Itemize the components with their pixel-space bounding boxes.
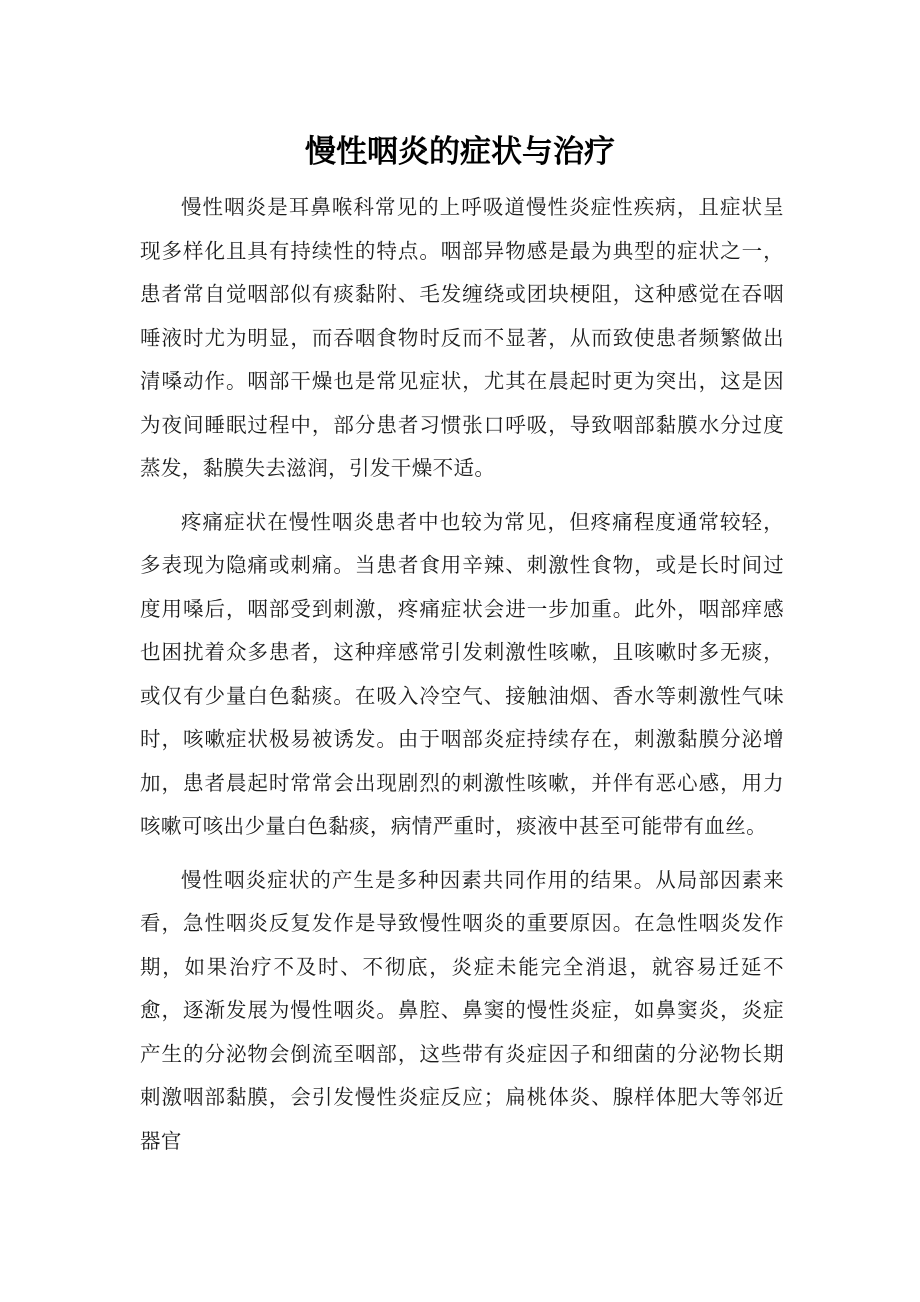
- paragraph-symptoms-pain-itch-cough: 疼痛症状在慢性咽炎患者中也较为常见，但疼痛程度通常较轻，多表现为隐痛或刺痛。当患者食用辛辣、刺激性食物，或是长时间过度用嗓后，咽部受到刺激，疼痛症状会进一步加重。此外，咽部痒感也困扰着众多患者，这种痒感常引发刺激性咳嗽，且咳嗽时多无痰，或仅有少量白色黏痰。在吸入冷空气、接触油烟、香水等刺激性气味时，咳嗽症状极易被诱发。由于咽部炎症持续存在，刺激黏膜分泌增加，患者晨起时常常会出现剧烈的刺激性咳嗽，并伴有恶心感，用力咳嗽可咳出少量白色黏痰，病情严重时，痰液中甚至可能带有血丝。: [140, 509, 784, 838]
- paragraph-symptoms-foreign-body-dryness: 慢性咽炎是耳鼻喉科常见的上呼吸道慢性炎症性疾病，且症状呈现多样化且具有持续性的特点。咽部异物感是最为典型的症状之一，患者常自觉咽部似有痰黏附、毛发缠绕或团块梗阻，这种感觉在吞咽唾液时尤为明显，而吞咽食物时反而不显著，从而致使患者频繁做出清嗓动作。咽部干燥也是常见症状，尤其在晨起时更为突出，这是因为夜间睡眠过程中，部分患者习惯张口呼吸，导致咽部黏膜水分过度蒸发，黏膜失去滋润，引发干燥不适。: [140, 195, 784, 480]
- document-title: 慢性咽炎的症状与治疗: [305, 134, 615, 170]
- paragraph-causes-local-factors: 慢性咽炎症状的产生是多种因素共同作用的结果。从局部因素来看，急性咽炎反复发作是导致慢性咽炎的重要原因。在急性咽炎发作期，如果治疗不及时、不彻底，炎症未能完全消退，就容易迁延不愈，逐渐发展为慢性咽炎。鼻腔、鼻窦的慢性炎症，如鼻窦炎，炎症产生的分泌物会倒流至咽部，这些带有炎症因子和细菌的分泌物长期刺激咽部黏膜，会引发慢性炎症反应；扁桃体炎、腺样体肥大等邻近器官: [140, 867, 784, 1153]
- document-body: [140, 186, 784, 1173]
